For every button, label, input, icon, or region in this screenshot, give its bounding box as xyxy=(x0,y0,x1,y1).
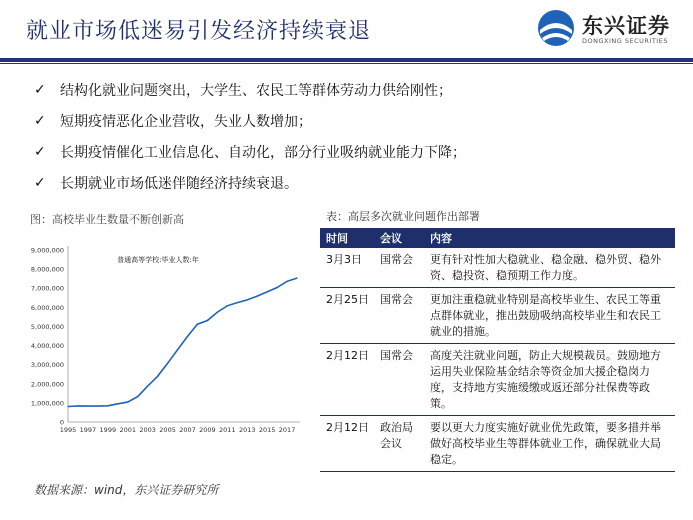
x-tick-label: 1997 xyxy=(79,426,97,434)
logo-name: 东兴证券 xyxy=(582,14,670,38)
x-tick-label: 1999 xyxy=(99,426,117,434)
checkmark-icon: ✓ xyxy=(34,143,46,160)
data-point xyxy=(227,305,228,306)
policy-table xyxy=(320,228,675,472)
table-header-row xyxy=(320,228,675,248)
y-tick-label: 2,000,000 xyxy=(30,380,64,389)
row-date: 3月3日 xyxy=(320,248,374,288)
data-point xyxy=(87,406,88,407)
bullet-text: 结构化就业问题突出，大学生、农民工等群体劳动力供给刚性； xyxy=(60,82,452,99)
data-point xyxy=(147,385,148,386)
row-content: 更有针对性加大稳就业、稳金融、稳外贸、稳外资、稳投资、稳预期工作力度。 xyxy=(424,248,675,288)
y-tick-label: 5,000,000 xyxy=(30,322,64,331)
data-point xyxy=(217,312,218,313)
header-rule-thin xyxy=(0,63,693,64)
logo-english: DONGXING SECURITIES xyxy=(582,37,668,45)
data-point xyxy=(127,402,128,403)
header-content: 内容 xyxy=(424,228,675,248)
y-tick-label: 3,000,000 xyxy=(30,361,64,370)
data-point xyxy=(257,295,258,296)
data-point xyxy=(177,349,178,350)
logo-emblem-icon xyxy=(534,8,578,48)
row-date: 2月12日 xyxy=(320,344,374,416)
company-logo xyxy=(534,6,679,52)
header-meeting: 会议 xyxy=(374,228,424,248)
bullet-text: 短期疫情恶化企业营收，失业人数增加； xyxy=(60,113,312,130)
data-point xyxy=(137,396,138,397)
data-point xyxy=(77,405,78,406)
data-point xyxy=(286,281,287,282)
x-tick-label: 2005 xyxy=(159,426,176,434)
y-tick-label: 4,000,000 xyxy=(30,342,64,351)
row-meeting: 国常会 xyxy=(374,248,424,288)
x-tick-label: 2013 xyxy=(238,426,256,434)
row-meeting: 国常会 xyxy=(374,344,424,416)
data-source: 数据来源：wind，东兴证券研究所 xyxy=(34,483,219,497)
figure-caption: 图：高校毕业生数量不断创新高 xyxy=(30,213,184,226)
data-point xyxy=(117,403,118,404)
data-point xyxy=(207,320,208,321)
x-tick-label: 2017 xyxy=(278,426,296,434)
bullet-item xyxy=(34,74,466,105)
x-tick-label: 2009 xyxy=(199,426,216,434)
x-tick-label: 2003 xyxy=(139,426,156,434)
x-tick-label: 2001 xyxy=(119,426,137,434)
row-date: 2月12日 xyxy=(320,416,374,472)
x-tick-label: 2011 xyxy=(219,426,236,434)
y-tick-label: 1,000,000 xyxy=(30,399,64,408)
data-point xyxy=(157,376,158,377)
chart-series-title: 普通高等学校:毕业人数:年 xyxy=(117,256,199,264)
data-point xyxy=(237,302,238,303)
y-tick-label: 0 xyxy=(59,418,64,427)
x-tick-label: 1995 xyxy=(59,426,77,434)
data-point xyxy=(276,287,277,288)
data-point xyxy=(167,363,168,364)
data-point xyxy=(97,406,98,407)
checkmark-icon: ✓ xyxy=(34,81,46,98)
table-row xyxy=(320,288,675,344)
y-tick-label: 7,000,000 xyxy=(30,284,64,293)
header-rule xyxy=(0,58,693,62)
bullet-item xyxy=(34,167,466,198)
data-point xyxy=(197,324,198,325)
graduates-line-chart xyxy=(18,236,308,436)
table-row xyxy=(320,416,675,472)
bullet-text: 长期就业市场低迷伴随经济持续衰退。 xyxy=(60,175,298,192)
slide-title: 就业市场低迷易引发经济持续衰退 xyxy=(26,19,372,44)
header-date: 时间 xyxy=(320,228,374,248)
graduates-series-line xyxy=(68,278,297,406)
data-point xyxy=(296,277,297,278)
row-content: 要以更大力度实施好就业优先政策，要多措并举做好高校毕业生等群体就业工作，确保就业大局稳定。 xyxy=(424,416,675,472)
table-row xyxy=(320,248,675,288)
bullet-item xyxy=(34,105,466,136)
bullet-list xyxy=(34,74,466,198)
row-date: 2月25日 xyxy=(320,288,374,344)
data-point xyxy=(67,406,68,407)
row-content: 更加注重稳就业特别是高校毕业生、农民工等重点群体就业，推出鼓励吸纳高校毕业生和农民工就业的措施。 xyxy=(424,288,675,344)
data-point xyxy=(267,291,268,292)
checkmark-icon: ✓ xyxy=(34,112,46,129)
y-tick-label: 6,000,000 xyxy=(30,303,64,312)
y-tick-label: 8,000,000 xyxy=(30,265,64,274)
x-tick-label: 2007 xyxy=(179,426,196,434)
bullet-text: 长期疫情催化工业信息化、自动化，部分行业吸纳就业能力下降； xyxy=(60,144,466,161)
data-point xyxy=(107,405,108,406)
table-row xyxy=(320,344,675,416)
y-tick-label: 9,000,000 xyxy=(30,246,64,255)
slide-header xyxy=(0,0,693,58)
table-caption: 表：高层多次就业问题作出部署 xyxy=(326,210,480,223)
data-point xyxy=(187,336,188,337)
checkmark-icon: ✓ xyxy=(34,174,46,191)
data-point xyxy=(247,299,248,300)
row-content: 高度关注就业问题，防止大规模裁员。鼓励地方运用失业保险基金结余等资金加大援企稳岗力度，支持地方实施缓缴或返还部分社保费等政策。 xyxy=(424,344,675,416)
row-meeting: 国常会 xyxy=(374,288,424,344)
x-tick-label: 2015 xyxy=(258,426,276,434)
row-meeting: 政治局会议 xyxy=(374,416,424,472)
bullet-item xyxy=(34,136,466,167)
